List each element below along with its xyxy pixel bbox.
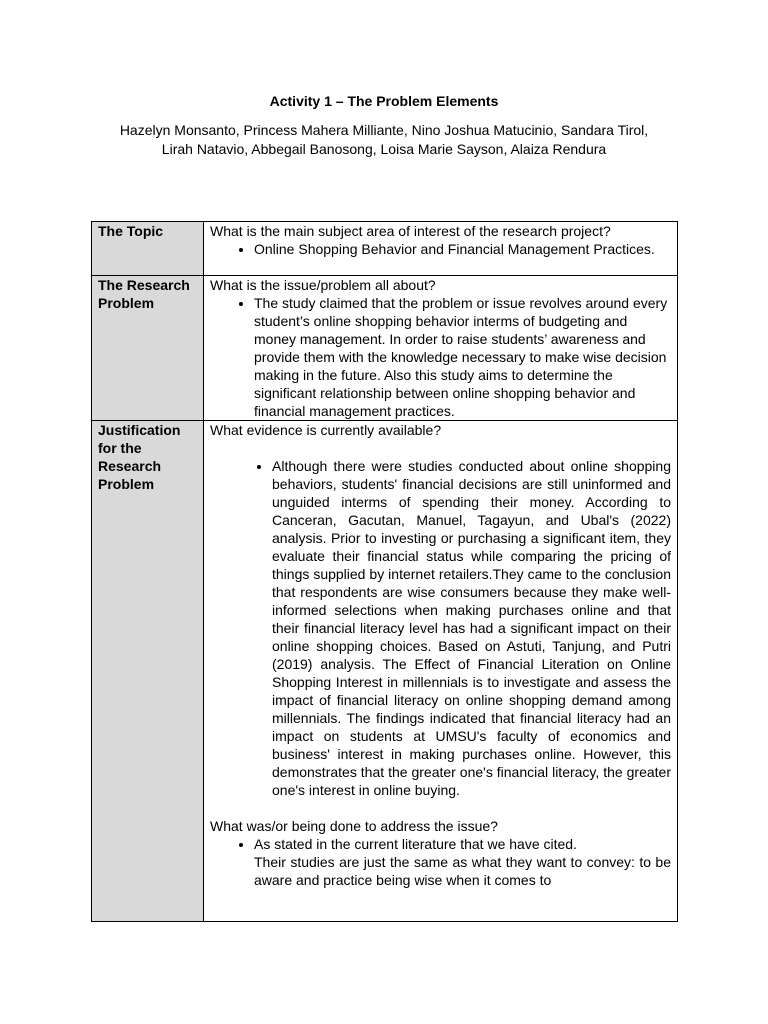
address-bullet-list: [210, 835, 671, 853]
row-label-research-problem: [92, 276, 204, 421]
label-line: Research: [98, 458, 162, 474]
evidence-bullet: • Although there were studies conducted about online shopping behaviors, students' financial decisions are still uninformed and unguided interms of spending their money. According to Canceran, Gacutan, Manuel, Tagayun, and Ubal's (2022) analysis. Prior to investing or purchasing a significant item, they evaluate their financial status while comparing the pricing of things supplied by internet retailers.They came to the conclusion that respondents are wise consumers because they make well-informed selections when making purchases online and that their financial literacy level has had a significant impact on their online shopping choices. Based on Astuti, Tanjung, and Putri (2019) analysis. The Effect of Financial Literation on Online Shopping Interest in millennials is to investigate and assess the impact of financial literacy on online shopping demand among millennials. The findings indicated that financial literacy had an impact on students at UMSU's faculty of economics and business' interest in making purchases online. However, this demonstrates that the greater one's financial literacy, the greater one's interest in online buying.: [272, 457, 671, 799]
problem-bullet-list: [210, 294, 671, 420]
row-label-justification: [92, 421, 204, 922]
topic-bullet: • Online Shopping Behavior and Financial Management Practices.: [254, 240, 671, 258]
label-line: Problem: [98, 295, 155, 311]
address-bullet: • As stated in the current literature that we have cited.: [254, 835, 671, 853]
address-question: What was/or being done to address the issue?: [210, 818, 498, 834]
topic-bullet-list: [210, 240, 671, 258]
spacer: [210, 439, 671, 457]
table-row-justification: [92, 421, 678, 922]
document-title: Activity 1 – The Problem Elements: [269, 93, 499, 109]
table-row-topic: [92, 222, 678, 276]
label-line: Justification: [98, 422, 181, 438]
problem-elements-table: [91, 221, 678, 922]
label-line: for the: [98, 440, 142, 456]
evidence-bullet-list: [210, 457, 671, 799]
address-paragraph: Their studies are just the same as what they want to convey: to be aware and practice being wise when it comes to: [254, 854, 671, 888]
topic-question: What is the main subject area of interest of the research project?: [210, 223, 611, 239]
row-content-justification: [204, 421, 678, 922]
problem-question: What is the issue/problem all about?: [210, 277, 436, 293]
evidence-question: What evidence is currently available?: [210, 422, 442, 438]
author-line-1: Hazelyn Monsanto, Princess Mahera Milliante, Nino Joshua Matucinio, Sandara Tirol,: [119, 122, 649, 138]
row-content-topic: [204, 222, 678, 276]
label-line: The Research: [98, 277, 190, 293]
label-line: Problem: [98, 476, 155, 492]
author-list: [60, 121, 708, 159]
table-row-research-problem: [92, 276, 678, 421]
row-content-research-problem: [204, 276, 678, 421]
row-label-topic: The Topic: [92, 222, 204, 276]
problem-bullet: • The study claimed that the problem or issue revolves around every student’s online shopping behavior interms of budgeting and money management. In order to raise students’ awareness and provide them with the knowledge necessary to make wise decision making in the future. Also this study aims to determine the significant relationship between online shopping behavior and financial management practices.: [254, 294, 671, 420]
spacer: [210, 799, 671, 817]
author-line-2: Lirah Natavio, Abbegail Banosong, Loisa Marie Sayson, Alaiza Rendura: [161, 141, 607, 157]
